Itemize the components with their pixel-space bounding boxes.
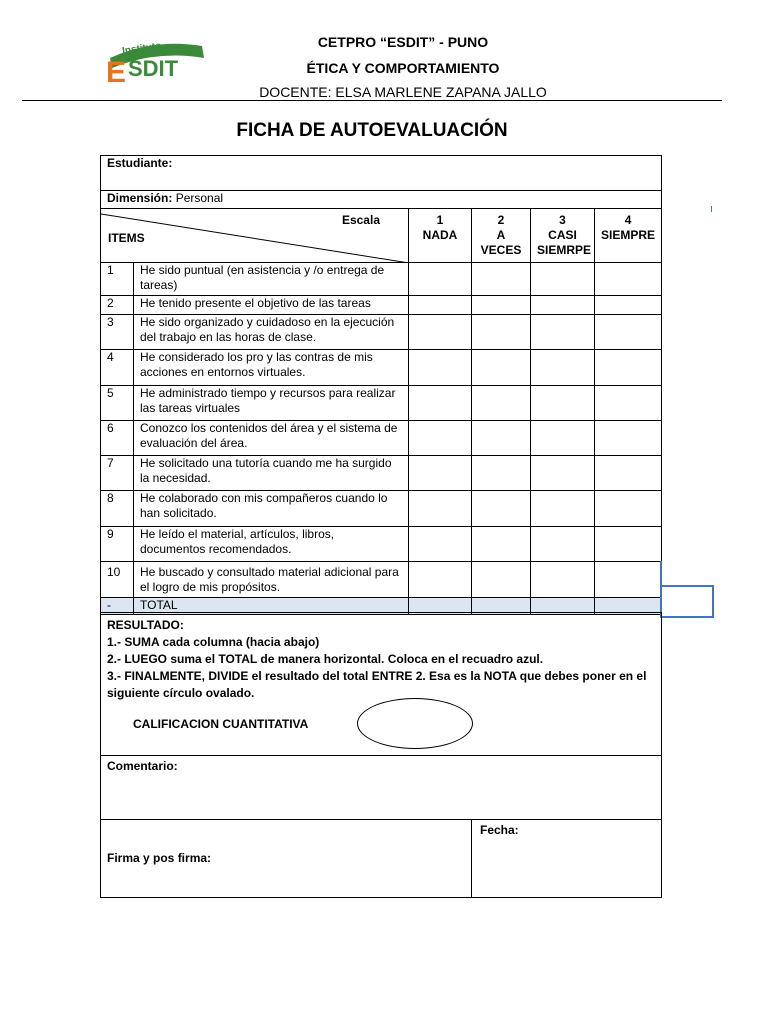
rating-cell[interactable] — [409, 491, 472, 527]
rating-cell[interactable] — [595, 263, 662, 296]
rating-cell[interactable] — [595, 350, 662, 386]
rating-cell[interactable] — [595, 456, 662, 491]
grade-label: CALIFICACION CUANTITATIVA — [133, 717, 309, 731]
rating-cell[interactable] — [472, 263, 531, 296]
item-text: He considerado los pro y las contras de mis acciones en entornos virtuales. — [134, 350, 409, 386]
esdit-logo — [104, 36, 210, 88]
grade-oval[interactable] — [357, 698, 473, 749]
rating-cell[interactable] — [595, 491, 662, 527]
total-row: - TOTAL — [101, 598, 662, 615]
item-text: He administrado tiempo y recursos para realizar las tareas virtuales — [134, 386, 409, 421]
rating-cell[interactable] — [531, 421, 595, 456]
rating-cell[interactable] — [472, 315, 531, 350]
scale-column-2: 2 A VECES — [472, 209, 531, 263]
page-title: FICHA DE AUTOEVALUACIÓN — [236, 120, 508, 141]
rating-cell[interactable] — [409, 263, 472, 296]
item-text: He tenido presente el objetivo de las tareas — [134, 296, 409, 315]
rating-cell[interactable] — [409, 527, 472, 562]
rating-cell[interactable] — [531, 527, 595, 562]
table-row: 9 He leído el material, artículos, libros, documentos recomendados. — [101, 527, 662, 562]
rating-cell[interactable] — [531, 263, 595, 296]
rating-cell[interactable] — [595, 296, 662, 315]
rating-cell[interactable] — [409, 315, 472, 350]
rating-cell[interactable] — [472, 421, 531, 456]
dimension-field — [101, 191, 662, 209]
rating-cell[interactable] — [472, 527, 531, 562]
total-label: TOTAL — [134, 598, 409, 615]
rating-cell[interactable] — [595, 421, 662, 456]
institution-name: CETPRO “ESDIT” - PUNO — [317, 34, 489, 50]
scale-column-4: 4 SIEMPRE — [595, 209, 662, 263]
scale-label: Escala — [341, 213, 380, 227]
signature-label: Firma y pos firma: — [107, 851, 212, 865]
items-label: ITEMS — [108, 231, 145, 245]
total-sum-box[interactable] — [660, 585, 714, 618]
item-text: He colaborado con mis compañeros cuando lo han solicitado. — [134, 491, 409, 527]
dimension-label: Dimensión: — [107, 191, 173, 205]
result-table — [100, 612, 662, 898]
comment-field[interactable] — [101, 756, 662, 820]
rating-cell[interactable] — [595, 527, 662, 562]
dimension-value: Personal — [175, 191, 224, 205]
rating-cell[interactable] — [472, 491, 531, 527]
item-text: He solicitado una tutoría cuando me ha surgido la necesidad. — [134, 456, 409, 491]
table-row: 1 He sido puntual (en asistencia y /o entrega de tareas) — [101, 263, 662, 296]
items-scale-header — [101, 209, 409, 263]
rating-cell[interactable] — [595, 315, 662, 350]
date-field[interactable] — [472, 820, 662, 898]
rating-cell[interactable] — [472, 296, 531, 315]
table-row: 2 He tenido presente el objetivo de las tareas — [101, 296, 662, 315]
teacher-name: DOCENTE: ELSA MARLENE ZAPANA JALLO — [259, 84, 547, 100]
student-label: Estudiante: — [107, 156, 173, 170]
comment-label: Comentario: — [107, 759, 178, 773]
blue-mark — [711, 206, 712, 212]
item-text: Conozco los contenidos del área y el sistema de evaluación del área. — [134, 421, 409, 456]
result-step-2: 2.- LUEGO suma el TOTAL de manera horizontal. Coloca en el recuadro azul. — [107, 652, 544, 666]
rating-cell[interactable] — [472, 386, 531, 421]
rating-cell[interactable] — [531, 386, 595, 421]
rating-cell[interactable] — [531, 456, 595, 491]
rating-cell[interactable] — [472, 350, 531, 386]
date-label: Fecha: — [480, 823, 519, 837]
scale-column-3: 3 CASI SIEMRPE — [531, 209, 595, 263]
scale-column-1: 1 NADA — [409, 209, 472, 263]
student-field[interactable] — [101, 156, 662, 191]
svg-text:E: E — [106, 56, 127, 88]
header-divider — [22, 100, 722, 101]
signature-field[interactable] — [101, 820, 472, 898]
rating-cell[interactable] — [595, 386, 662, 421]
rating-cell[interactable] — [595, 562, 662, 598]
rating-cell[interactable] — [531, 562, 595, 598]
rating-cell[interactable] — [409, 350, 472, 386]
svg-text:SDIT: SDIT — [128, 56, 179, 81]
result-step-3: 3.- FINALMENTE, DIVIDE el resultado del total ENTRE 2. Esa es la NOTA que debes poner en el siguiente círculo ovalado. — [107, 669, 647, 700]
table-row: 6 Conozco los contenidos del área y el sistema de evaluación del área. — [101, 421, 662, 456]
result-step-1: 1.- SUMA cada columna (hacia abajo) — [107, 635, 320, 649]
rating-cell[interactable] — [531, 350, 595, 386]
rating-cell[interactable] — [409, 562, 472, 598]
rating-cell[interactable] — [409, 296, 472, 315]
item-text: He sido organizado y cuidadoso en la ejecución del trabajo en las horas de clase. — [134, 315, 409, 350]
table-row: 8 He colaborado con mis compañeros cuando lo han solicitado. — [101, 491, 662, 527]
svg-text:Instituto: Instituto — [121, 40, 163, 58]
course-name: ÉTICA Y COMPORTAMIENTO — [306, 60, 500, 76]
rating-cell[interactable] — [409, 456, 472, 491]
table-row: 5 He administrado tiempo y recursos para realizar las tareas virtuales — [101, 386, 662, 421]
rating-cell[interactable] — [531, 315, 595, 350]
rating-cell[interactable] — [472, 562, 531, 598]
rating-cell[interactable] — [531, 296, 595, 315]
table-row: 7 He solicitado una tutoría cuando me ha surgido la necesidad. — [101, 456, 662, 491]
rating-cell[interactable] — [472, 456, 531, 491]
rating-cell[interactable] — [531, 491, 595, 527]
result-heading: RESULTADO: — [107, 618, 184, 632]
item-text: He leído el material, artículos, libros, documentos recomendados. — [134, 527, 409, 562]
table-row: 3 He sido organizado y cuidadoso en la ejecución del trabajo en las horas de clase. — [101, 315, 662, 350]
item-text: He buscado y consultado material adicional para el logro de mis propósitos. — [134, 562, 409, 598]
item-text: He sido puntual (en asistencia y /o entrega de tareas) — [134, 263, 409, 296]
rating-cell[interactable] — [409, 386, 472, 421]
table-row: 10 He buscado y consultado material adicional para el logro de mis propósitos. — [101, 562, 662, 598]
rating-cell[interactable] — [409, 421, 472, 456]
evaluation-table — [100, 155, 662, 615]
table-row: 4 He considerado los pro y las contras de mis acciones en entornos virtuales. — [101, 350, 662, 386]
